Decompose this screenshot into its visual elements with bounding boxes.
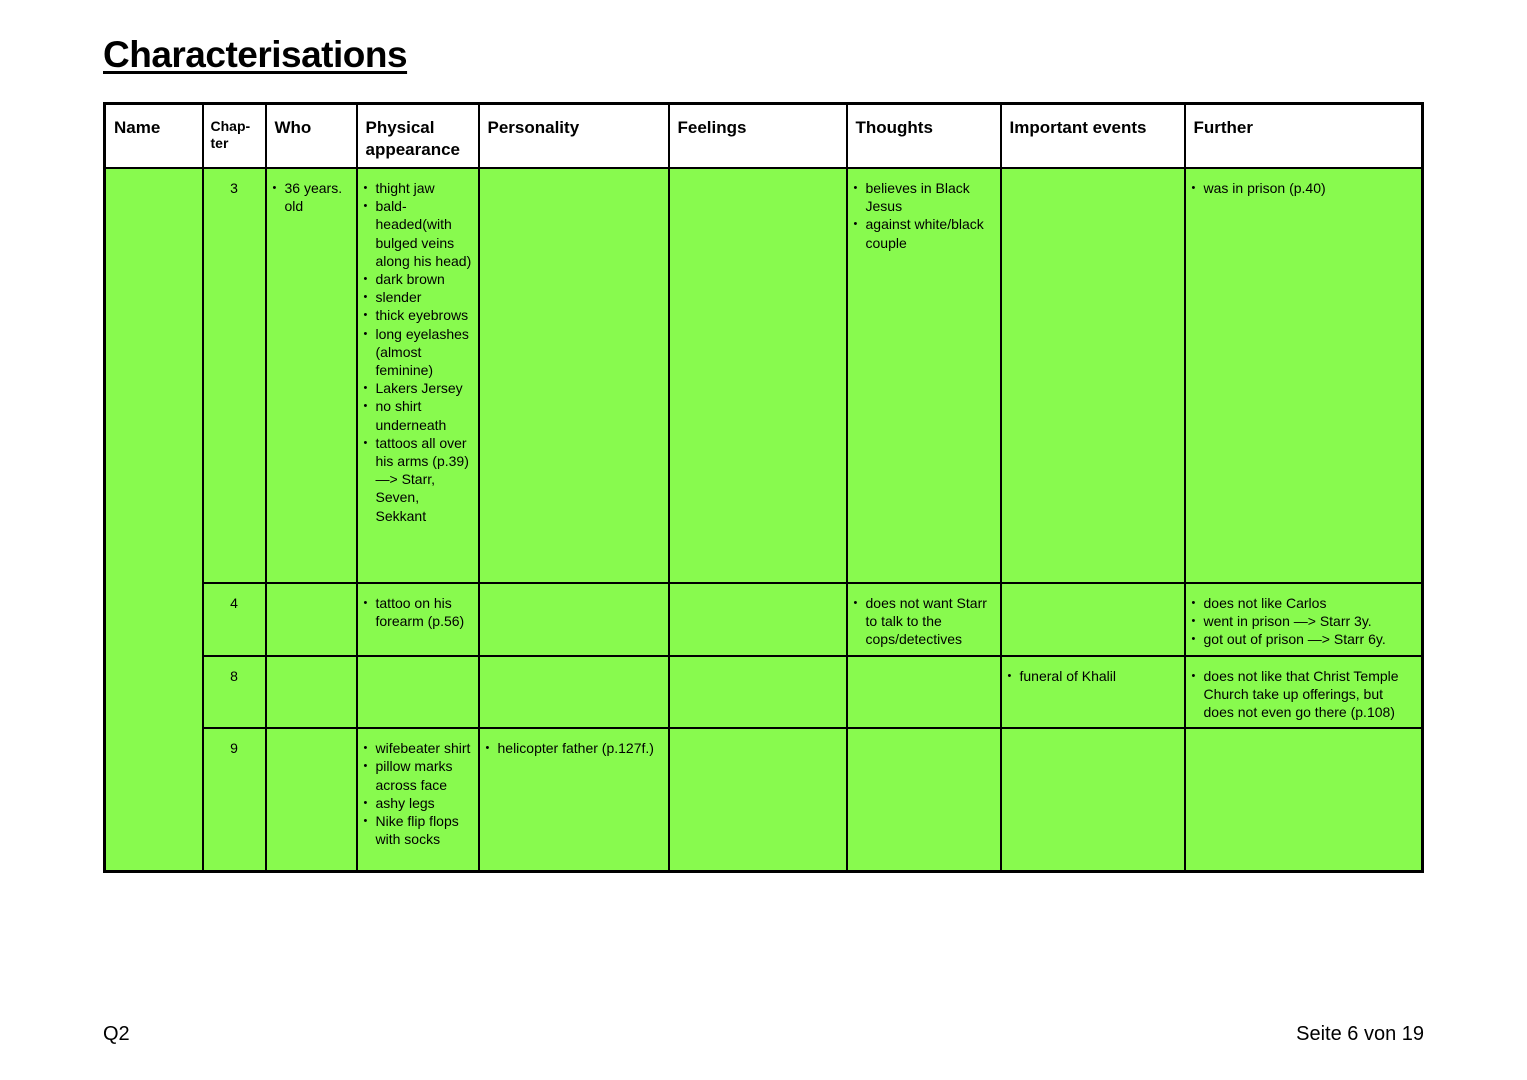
characterisation-table: [103, 102, 1424, 873]
bullet-item: • 36 years. old: [273, 179, 350, 215]
who-cell: [266, 728, 357, 871]
header-chapter: Chap- ter: [203, 104, 266, 169]
further-cell: [1185, 583, 1423, 656]
bullet-list: [1192, 667, 1416, 722]
footer-course-label: Q2: [103, 1023, 130, 1045]
further-cell: [1185, 168, 1423, 583]
important-events-cell: [1001, 583, 1185, 656]
bullet-item: • believes in Black Jesus: [854, 179, 994, 215]
bullet-item: • tattoos all over his arms (p.39) —> Starr, Seven, Sekkant: [364, 434, 472, 525]
header-further: Further: [1185, 104, 1423, 169]
header-personality: Personality: [479, 104, 669, 169]
chapter-cell: 3: [203, 168, 266, 583]
further-cell: [1185, 656, 1423, 729]
bullet-item: • does not like Carlos: [1192, 594, 1416, 612]
chapter-cell: 9: [203, 728, 266, 871]
bullet-item: • thick eyebrows: [364, 306, 472, 324]
header-important-events: Important events: [1001, 104, 1185, 169]
character-name-cell: [105, 168, 203, 871]
bullet-item: • Lakers Jersey: [364, 379, 472, 397]
bullet-list: [1192, 594, 1416, 649]
physical-appearance-cell: [357, 728, 479, 871]
bullet-item: • tattoo on his forearm (p.56): [364, 594, 472, 630]
thoughts-cell: [847, 656, 1001, 729]
thoughts-cell: [847, 728, 1001, 871]
header-name: Name: [105, 104, 203, 169]
page-title: Characterisations: [103, 34, 408, 75]
thoughts-cell: [847, 583, 1001, 656]
bullet-item: • was in prison (p.40): [1192, 179, 1416, 197]
feelings-cell: [669, 583, 847, 656]
footer-page-number: Seite 6 von 19: [1296, 1023, 1424, 1045]
bullet-item: • helicopter father (p.127f.): [486, 739, 662, 757]
bullet-item: • went in prison —> Starr 3y.: [1192, 612, 1416, 630]
important-events-cell: [1001, 168, 1185, 583]
who-cell: [266, 583, 357, 656]
table-row: [105, 168, 1423, 583]
important-events-cell: [1001, 656, 1185, 729]
who-cell: [266, 168, 357, 583]
important-events-cell: [1001, 728, 1185, 871]
bullet-item: • got out of prison —> Starr 6y.: [1192, 630, 1416, 648]
table-body: [105, 168, 1423, 871]
header-thoughts: Thoughts: [847, 104, 1001, 169]
feelings-cell: [669, 168, 847, 583]
bullet-list: [854, 594, 994, 649]
bullet-list: [854, 179, 994, 252]
further-cell: [1185, 728, 1423, 871]
thoughts-cell: [847, 168, 1001, 583]
header-who: Who: [266, 104, 357, 169]
bullet-list: [364, 179, 472, 525]
feelings-cell: [669, 656, 847, 729]
chapter-cell: 4: [203, 583, 266, 656]
bullet-item: • no shirt underneath: [364, 397, 472, 433]
personality-cell: [479, 728, 669, 871]
table-row: [105, 728, 1423, 871]
table-row: [105, 583, 1423, 656]
bullet-item: • does not like that Christ Temple Church take up offerings, but does not even go there (p.108): [1192, 667, 1416, 722]
bullet-item: • wifebeater shirt: [364, 739, 472, 757]
chapter-cell: 8: [203, 656, 266, 729]
bullet-item: • Nike flip flops with socks: [364, 812, 472, 848]
bullet-list: [486, 739, 662, 757]
personality-cell: [479, 656, 669, 729]
bullet-item: • does not want Starr to talk to the cops/detectives: [854, 594, 994, 649]
bullet-list: [1008, 667, 1178, 685]
table-row: [105, 656, 1423, 729]
bullet-item: • thight jaw: [364, 179, 472, 197]
bullet-list: [273, 179, 350, 215]
bullet-item: • bald-headed(with bulged veins along his head): [364, 197, 472, 270]
physical-appearance-cell: [357, 656, 479, 729]
bullet-item: • dark brown: [364, 270, 472, 288]
characterisation-table-container: [103, 102, 1424, 873]
personality-cell: [479, 168, 669, 583]
bullet-item: • long eyelashes (almost feminine): [364, 325, 472, 380]
bullet-item: • against white/black couple: [854, 215, 994, 251]
bullet-list: [364, 739, 472, 848]
physical-appearance-cell: [357, 168, 479, 583]
bullet-list: [1192, 179, 1416, 197]
bullet-item: • funeral of Khalil: [1008, 667, 1178, 685]
header-row: [105, 104, 1423, 169]
feelings-cell: [669, 728, 847, 871]
bullet-item: • slender: [364, 288, 472, 306]
bullet-item: • ashy legs: [364, 794, 472, 812]
header-feelings: Feelings: [669, 104, 847, 169]
personality-cell: [479, 583, 669, 656]
physical-appearance-cell: [357, 583, 479, 656]
header-physical-appearance: Physical appearance: [357, 104, 479, 169]
who-cell: [266, 656, 357, 729]
bullet-list: [364, 594, 472, 630]
bullet-item: • pillow marks across face: [364, 757, 472, 793]
